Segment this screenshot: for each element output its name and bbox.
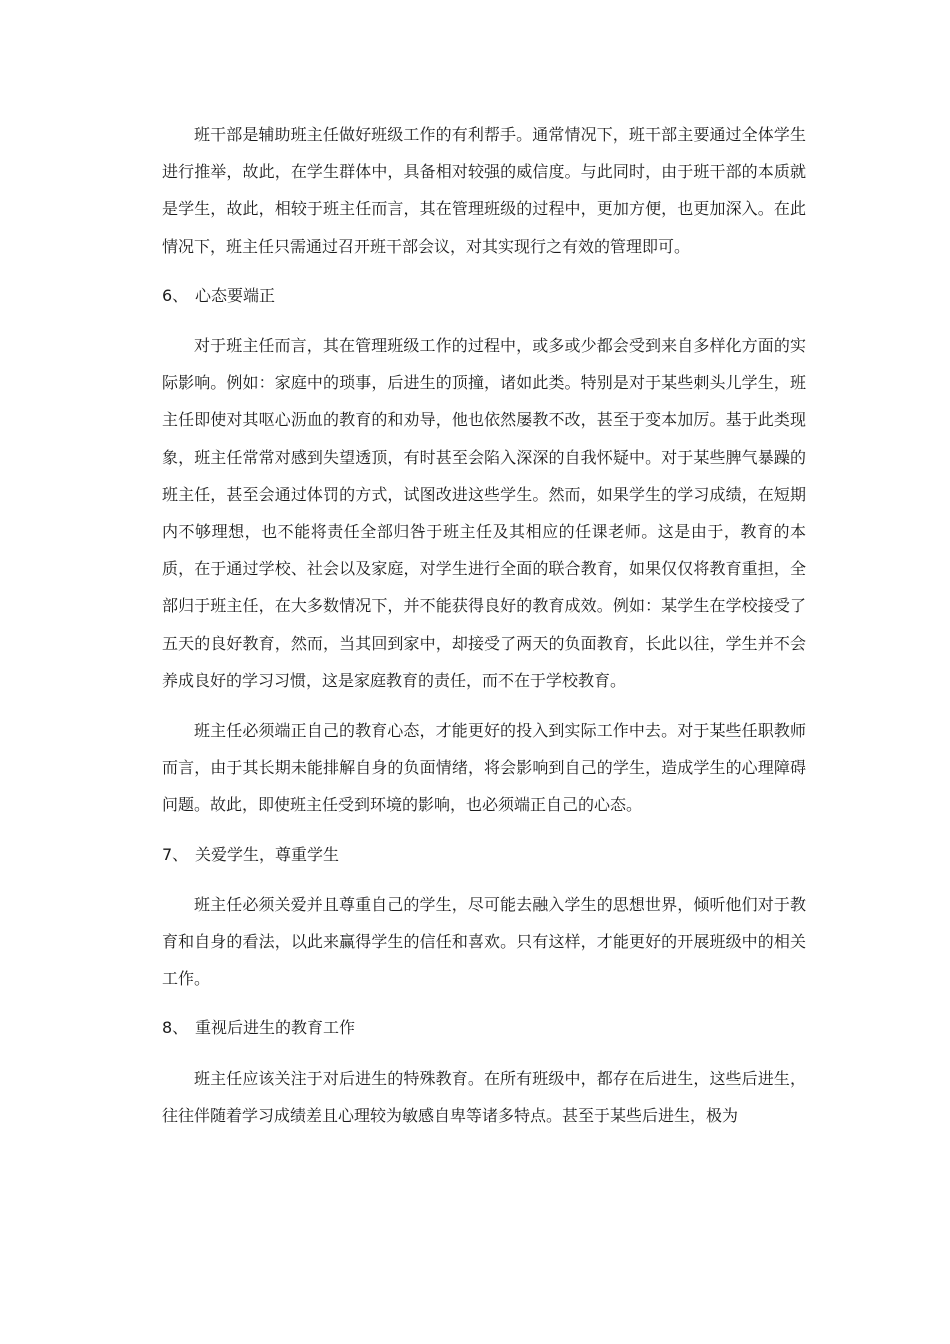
heading-text: 关爱学生，尊重学生 [195,844,340,864]
document-page [162,116,806,1134]
paragraph-class-cadres: 班干部是辅助班主任做好班级工作的有利帮手。通常情况下，班干部主要通过全体学生进行推举，故此，在学生群体中，具备相对较强的威信度。与此同时，由于班干部的本质就是学生，故此，相较于班主任而言，其在管理班级的过程中，更加方便，也更加深入。在此情况下，班主任只需通过召开班干部会议，对其实现行之有效的管理即可。 [162,125,806,256]
section-heading-8 [162,1009,806,1046]
section-heading-7 [162,836,806,873]
heading-text: 重视后进生的教育工作 [195,1018,356,1038]
heading-number: 8、 [162,1018,189,1038]
heading-number: 6、 [162,285,189,305]
heading-number: 7、 [162,844,189,864]
section-heading-6 [162,277,806,314]
heading-text: 心态要端正 [195,285,276,305]
paragraph-mindset-correct: 班主任必须端正自己的教育心态，才能更好的投入到实际工作中去。对于某些任职教师而言，由于其长期未能排解自身的负面情绪，将会影响到自己的学生，造成学生的心理障碍问题。故此，即使班主任受到环境的影响，也必须端正自己的心态。 [162,721,806,815]
paragraph-underachievers: 班主任应该关注于对后进生的特殊教育。在所有班级中，都存在后进生，这些后进生，往往伴随着学习成绩差且心理较为敏感自卑等诸多特点。甚至于某些后进生，极为 [162,1068,806,1125]
paragraph-care-students: 班主任必须关爱并且尊重自己的学生，尽可能去融入学生的思想世界，倾听他们对于教育和自身的看法，以此来赢得学生的信任和喜欢。只有这样，才能更好的开展班级中的相关工作。 [162,894,806,989]
paragraph-mindset-influences: 对于班主任而言，其在管理班级工作的过程中，或多或少都会受到来自多样化方面的实际影响。例如：家庭中的琐事，后进生的顶撞，诸如此类。特别是对于某些刺头儿学生，班主任即使对其呕心沥血的教育的和劝导，他也依然屡教不改，甚至于变本加厉。基于此类现象，班主任常常对感到失望透顶，有时甚至会陷入深深的自我怀疑中。对于某些脾气暴躁的班主任，甚至会通过体罚的方式，试图改进这些学生。然而，如果学生的学习成绩，在短期内不够理想，也不能将责任全部归咎于班主任及其相应的任课老师。这是由于，教育的本质，在于通过学校、社会以及家庭，对学生进行全面的联合教育，如果仅仅将教育重担，全部归于班主任，在大多数情况下，并不能获得良好的教育成效。例如：某学生在学校接受了五天的良好教育，然而，当其回到家中，却接受了两天的负面教育，长此以往，学生并不会养成良好的学习习惯，这是家庭教育的责任，而不在于学校教育。 [162,336,806,690]
